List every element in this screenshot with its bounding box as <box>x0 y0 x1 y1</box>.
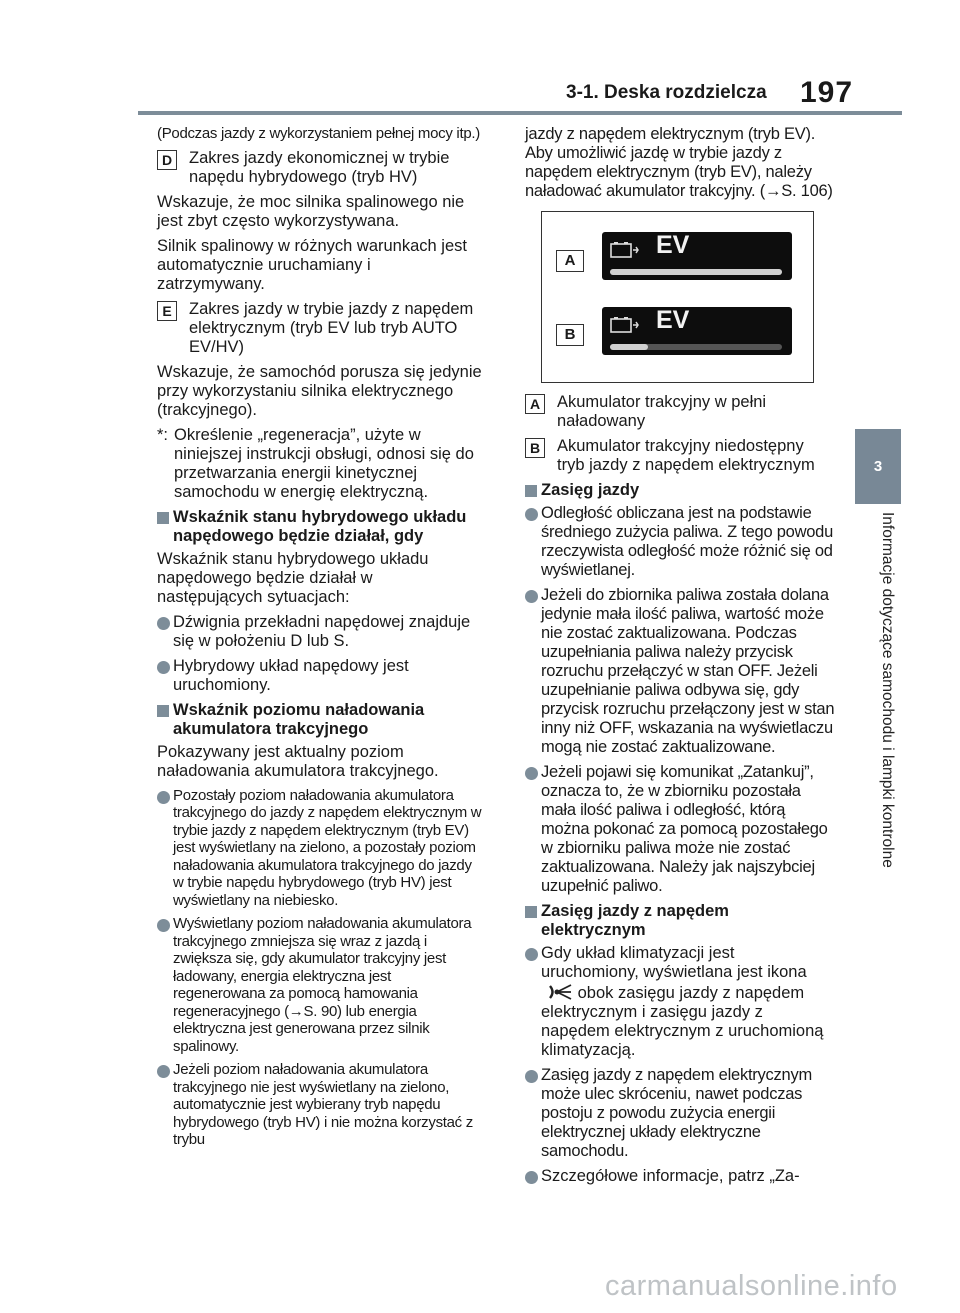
paragraph: Wskazuje, że samochód porusza się jedynie przy wykorzystaniu silnika elektrycznego (trakcyjnego). <box>157 362 482 419</box>
section-title: 3-1. Deska rozdzielcza <box>566 82 767 103</box>
chapter-tab: 3 <box>855 429 901 504</box>
paragraph: jazdy z napędem elektrycznym (tryb EV). Aby umożliwić jazdę w trybie jazdy z napędem elektrycznym (tryb EV), należy naładować akumulator trakcyjny. (→S. 106) <box>525 125 833 200</box>
list-item-text: Szczegółowe informacje, patrz „Za- <box>541 1167 800 1185</box>
round-bullet-icon <box>525 1171 538 1184</box>
ev-display-full <box>602 232 792 280</box>
ev-mode-text: EV <box>656 306 690 334</box>
label-item-text: Akumulator trakcyjny niedostępny tryb jazdy z napędem elektrycznym <box>557 437 815 474</box>
paragraph: (Podczas jazdy z wykorzystaniem pełnej mocy itp.) <box>157 125 480 142</box>
list-item-text: Jeżeli pojawi się komunikat „Zatankuj”, oznacza to, że w zbiorniku pozostała mała ilość paliwa i odległość, którą można pokonać za pomocą pozostałego w zbiorniku paliwa może nie zostać zaktualizowana. Należy jak najszybciej uzupełnić paliwo. <box>541 763 828 895</box>
heading-text: Wskaźnik stanu hybrydowego układu napędowego będzie działał, gdy <box>173 507 467 545</box>
charge-level-fill <box>610 344 648 350</box>
label-item-b <box>525 437 835 475</box>
section-heading <box>525 902 835 940</box>
round-bullet-icon <box>157 919 170 932</box>
label-item-d <box>157 149 482 187</box>
list-item-text: Dźwignia przekładni napędowej znajduje się w położeniu D lub S. <box>173 612 471 650</box>
heading-text: Zasięg jazdy <box>541 481 640 499</box>
footnote-text: Określenie „regeneracja”, użyte w niniejszej instrukcji obsługi, odnosi się do przetwarzania energii kinetycznej samochodu w energię elektryczną. <box>174 425 474 501</box>
footnote-mark: *: <box>157 425 169 444</box>
square-bullet-icon <box>157 705 169 717</box>
figure-label-b: B <box>556 324 584 346</box>
list-item <box>525 1066 835 1161</box>
label-box-a: A <box>525 394 545 414</box>
round-bullet-icon <box>157 791 170 804</box>
list-item-text: Jeżeli poziom naładowania akumulatora trakcyjnego nie jest wyświetlany na zielono, automatycznie jest wybierany tryb napędu hybrydowego (tryb HV) i nie można korzystać z trybu <box>173 1061 473 1148</box>
section-heading <box>525 481 835 500</box>
round-bullet-icon <box>157 1065 170 1078</box>
left-column <box>157 125 482 1155</box>
header-divider <box>138 111 902 115</box>
square-bullet-icon <box>157 512 169 524</box>
round-bullet-icon <box>157 617 170 630</box>
label-box-d: D <box>157 150 177 170</box>
right-column <box>525 125 835 1192</box>
list-item <box>157 915 482 1055</box>
section-heading <box>157 508 482 546</box>
heading-text: Wskaźnik poziomu naładowania akumulatora trakcyjnego <box>173 700 425 738</box>
label-item-a <box>525 393 835 431</box>
label-item-text: Zakres jazdy w trybie jazdy z napędem elektrycznym (tryb EV lub tryb AUTO EV/HV) <box>189 299 474 356</box>
round-bullet-icon <box>525 767 538 780</box>
heading-text: Zasięg jazdy z napędem elektrycznym <box>541 902 729 939</box>
list-item <box>525 763 835 896</box>
list-item <box>525 504 835 580</box>
list-item <box>525 586 835 757</box>
battery-icon <box>610 241 640 259</box>
list-item-text: obok zasięgu jazdy z napędem elektrycznym i zasięgu jazdy z napędem elektrycznym z uruchomioną klimatyzacją. <box>541 984 824 1059</box>
page-number: 197 <box>800 76 854 109</box>
label-box-b: B <box>525 438 545 458</box>
list-item-text: Hybrydowy układ napędowy jest uruchomiony. <box>173 656 409 694</box>
ev-indicator-figure <box>541 211 814 383</box>
air-conditioning-icon <box>547 982 573 1002</box>
label-box-e: E <box>157 301 177 321</box>
charge-level-bar <box>610 344 782 350</box>
list-item-text: Wyświetlany poziom naładowania akumulatora trakcyjnego zmniejsza się wraz z jazdą i zwiększa się, gdy akumulator trakcyjny jest ładowany, energia elektryczna jest regenerowana za pomocą hamowania regeneracyjnego (→S. 90) lub energia elektryczna jest generowana przez silnik spalinowy. <box>173 915 472 1055</box>
footnote <box>157 426 482 502</box>
square-bullet-icon <box>525 485 537 497</box>
ev-display-low <box>602 307 792 355</box>
paragraph: Wskazuje, że moc silnika spalinowego nie jest zbyt często wykorzystywana. <box>157 192 465 230</box>
list-item <box>157 1061 482 1149</box>
list-item-text: Odległość obliczana jest na podstawie średniego zużycia paliwa. Z tego powodu rzeczywista odległość może różnić się od wyświetlanej. <box>541 504 834 579</box>
list-item <box>157 657 482 695</box>
list-item <box>525 944 835 1060</box>
charge-level-fill <box>610 269 782 275</box>
list-item-text: Zasięg jazdy z napędem elektrycznym może ulec skróceniu, nawet podczas postoju z powodu zużycia energii elektrycznej układy elektryczne samochodu. <box>541 1066 812 1160</box>
paragraph: Pokazywany jest aktualny poziom naładowania akumulatora trakcyjnego. <box>157 742 439 780</box>
battery-icon <box>610 316 640 334</box>
label-item-text: Zakres jazdy ekonomicznej w trybie napędu hybrydowego (tryb HV) <box>189 148 450 186</box>
list-item-text: Jeżeli do zbiornika paliwa została dolana jedynie mała ilość paliwa, wartość może nie zostać zaktualizowana. Podczas uzupełniania paliwa należy przycisk rozruchu przełączyć w stan OFF. Jeżeli uzupełnianie paliwa odbywa się, gdy przycisk rozruchu przełączony jest w stan inny niż OFF, wskazania na wyświetlaczu mogą nie zostać zaktualizowane. <box>541 586 835 756</box>
paragraph: Wskaźnik stanu hybrydowego układu napędowego będzie działał w następujących sytuacjach: <box>157 549 429 606</box>
paragraph: Silnik spalinowy w różnych warunkach jest automatycznie uruchamiany i zatrzymywany. <box>157 236 467 293</box>
label-item-e <box>157 300 482 357</box>
round-bullet-icon <box>525 590 538 603</box>
list-item-text: Gdy układ klimatyzacji jest uruchomiony, wyświetlana jest ikona <box>541 944 807 981</box>
list-item <box>157 787 482 910</box>
chapter-side-title: Informacje dotyczące samochodu i lampki kontrolne <box>879 512 896 868</box>
round-bullet-icon <box>157 661 170 674</box>
charge-level-bar <box>610 269 782 275</box>
round-bullet-icon <box>525 1070 538 1083</box>
list-item-text: Pozostały poziom naładowania akumulatora trakcyjnego do jazdy z napędem elektrycznym w trybie jazdy z napędem elektrycznym (tryb EV) jest wyświetlany na zielono, a pozostały poziom naładowania akumulatora trakcyjnego do jazdy w trybie napędu hybrydowego (tryb HV) jest wyświetlany na niebiesko. <box>173 786 482 909</box>
square-bullet-icon <box>525 906 537 918</box>
figure-label-a: A <box>556 250 584 272</box>
list-item <box>525 1167 835 1186</box>
ev-mode-text: EV <box>656 231 690 259</box>
list-item <box>157 613 482 651</box>
round-bullet-icon <box>525 508 538 521</box>
section-heading <box>157 701 482 739</box>
watermark: carmanualsonline.info <box>605 1270 898 1302</box>
round-bullet-icon <box>525 948 538 961</box>
label-item-text: Akumulator trakcyjny w pełni naładowany <box>557 393 767 430</box>
